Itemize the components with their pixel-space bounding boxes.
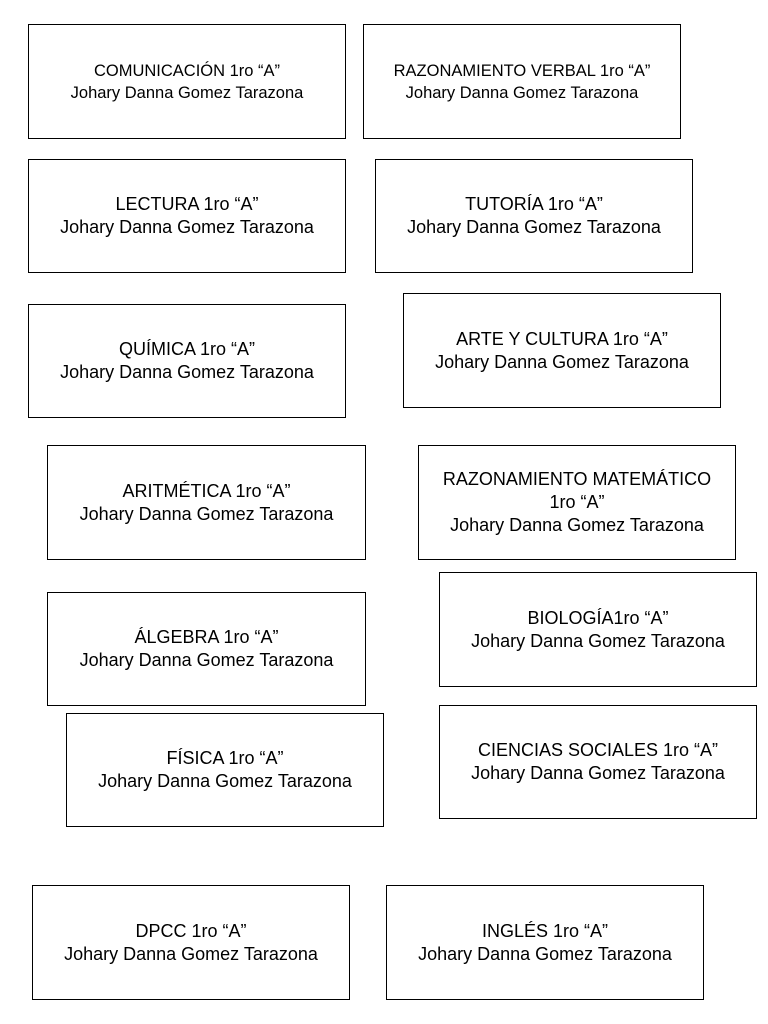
label-ingles [386,885,704,1000]
course-title: ARTE Y CULTURA 1ro “A” [456,328,668,349]
course-title: FÍSICA 1ro “A” [166,748,284,768]
course-title: ÁLGEBRA 1ro “A” [134,627,279,647]
student-name: Johary Danna Gomez Tarazona [79,650,334,670]
student-name: Johary Danna Gomez Tarazona [450,515,704,535]
course-title: ARITMÉTICA 1ro “A” [122,480,291,501]
student-name: Johary Danna Gomez Tarazona [418,943,672,964]
student-name: Johary Danna Gomez Tarazona [471,763,725,783]
label-biologia [439,572,757,687]
label-arte-y-cultura [403,293,721,408]
student-name: Johary Danna Gomez Tarazona [79,503,334,524]
course-title-line2: 1ro “A” [549,492,605,512]
course-title: QUÍMICA 1ro “A” [118,339,256,359]
student-name: Johary Danna Gomez Tarazona [435,351,689,372]
course-title: BIOLOGÍA1ro “A” [527,607,669,628]
label-algebra [47,592,366,706]
course-title: DPCC 1ro “A” [135,920,247,941]
student-name: Johary Danna Gomez Tarazona [471,630,725,651]
student-name: Johary Danna Gomez Tarazona [70,83,304,102]
course-title: RAZONAMIENTO VERBAL 1ro “A” [393,61,651,80]
student-name: Johary Danna Gomez Tarazona [60,362,314,382]
student-name: Johary Danna Gomez Tarazona [407,217,661,237]
course-title-line1: RAZONAMIENTO MATEMÁTICO [442,469,712,489]
label-fisica [66,713,384,827]
label-ciencias-sociales [439,705,757,819]
student-name: Johary Danna Gomez Tarazona [405,83,639,102]
label-lectura [28,159,346,273]
label-razonamiento-verbal [363,24,681,139]
label-aritmetica [47,445,366,560]
label-razonamiento-matematico [418,445,736,560]
course-title: CIENCIAS SOCIALES 1ro “A” [477,740,719,760]
label-comunicacion [28,24,346,139]
label-tutoria [375,159,693,273]
student-name: Johary Danna Gomez Tarazona [98,771,352,791]
course-title: COMUNICACIÓN 1ro “A” [93,61,281,80]
course-title: TUTORÍA 1ro “A” [465,194,603,214]
label-quimica [28,304,346,418]
student-name: Johary Danna Gomez Tarazona [60,217,314,237]
label-dpcc [32,885,350,1000]
course-title: INGLÉS 1ro “A” [481,920,609,941]
course-title: LECTURA 1ro “A” [115,194,259,214]
student-name: Johary Danna Gomez Tarazona [64,943,318,964]
